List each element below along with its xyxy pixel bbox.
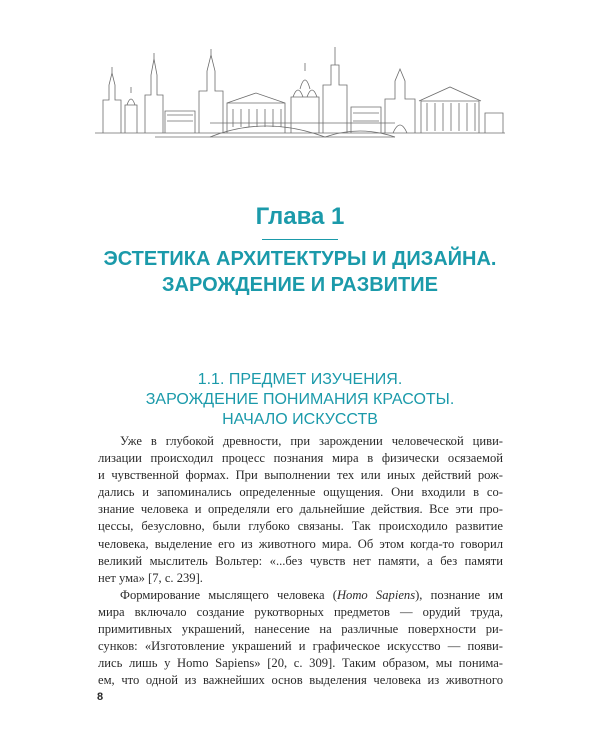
paragraph-line: человека, выделение его из животного мира. Об этом когда-то говорил: [98, 536, 503, 551]
latin-term: Homo Sapiens: [336, 587, 416, 602]
chapter-label: Глава 1: [255, 203, 345, 230]
chapter-divider: [262, 239, 338, 240]
section-title: [0, 370, 600, 430]
paragraph-line: Формирование мыслящего человека (Homo Sapiens), познание им: [120, 587, 503, 602]
paragraph-line: знание человека и определяли его дальнейшие действия. Все эти про-: [98, 502, 503, 517]
body-text: [98, 433, 503, 689]
section-title-line: НАЧАЛО ИСКУССТВ: [222, 411, 378, 428]
paragraph-line: ем, что одной из важнейших основ выделения человека из животного: [98, 673, 503, 688]
paragraph-line: сунков: «Изготовление украшений и графическое искусство — появи-: [98, 639, 503, 654]
paragraph-line: лись лишь у Homo Sapiens» [20, с. 309]. Таким образом, мы понима-: [98, 656, 503, 671]
chapter-title-line: ЭСТЕТИКА АРХИТЕКТУРЫ И ДИЗАЙНА.: [103, 248, 497, 270]
chapter-title: [0, 246, 600, 298]
page-number: 8: [97, 691, 104, 703]
paragraph-line: дались и запоминались определенные ощущения. Они входили в со-: [98, 485, 503, 500]
paragraph-line: и чувственной формах. При выполнении тех или иных действий рож-: [98, 468, 503, 483]
paragraph-line: мира включало создание рукотворных предметов — орудий труда,: [98, 604, 503, 619]
paragraph-line: Уже в глубокой древности, при зарождении человеческой циви-: [120, 434, 503, 448]
chapter-title-line: ЗАРОЖДЕНИЕ И РАЗВИТИЕ: [162, 274, 438, 296]
moscow-skyline-illustration: [95, 45, 505, 145]
paragraph-line: примитивных украшений, нанесение на различные поверхности ри-: [98, 622, 503, 637]
paragraph-line: великий мыслитель Вольтер: «...без чувств нет памяти, а без памяти: [98, 553, 503, 568]
paragraph-line: нет ума» [7, с. 239].: [98, 570, 203, 585]
section-title-line: ЗАРОЖДЕНИЕ ПОНИМАНИЯ КРАСОТЫ.: [145, 391, 455, 408]
section-title-line: 1.1. ПРЕДМЕТ ИЗУЧЕНИЯ.: [197, 371, 403, 388]
paragraph-line: лизации происходил процесс познания мира в физически осязаемой: [98, 451, 503, 466]
paragraph-line: цессы, безусловно, были глубоко связаны. Так происходило развитие: [98, 519, 503, 534]
